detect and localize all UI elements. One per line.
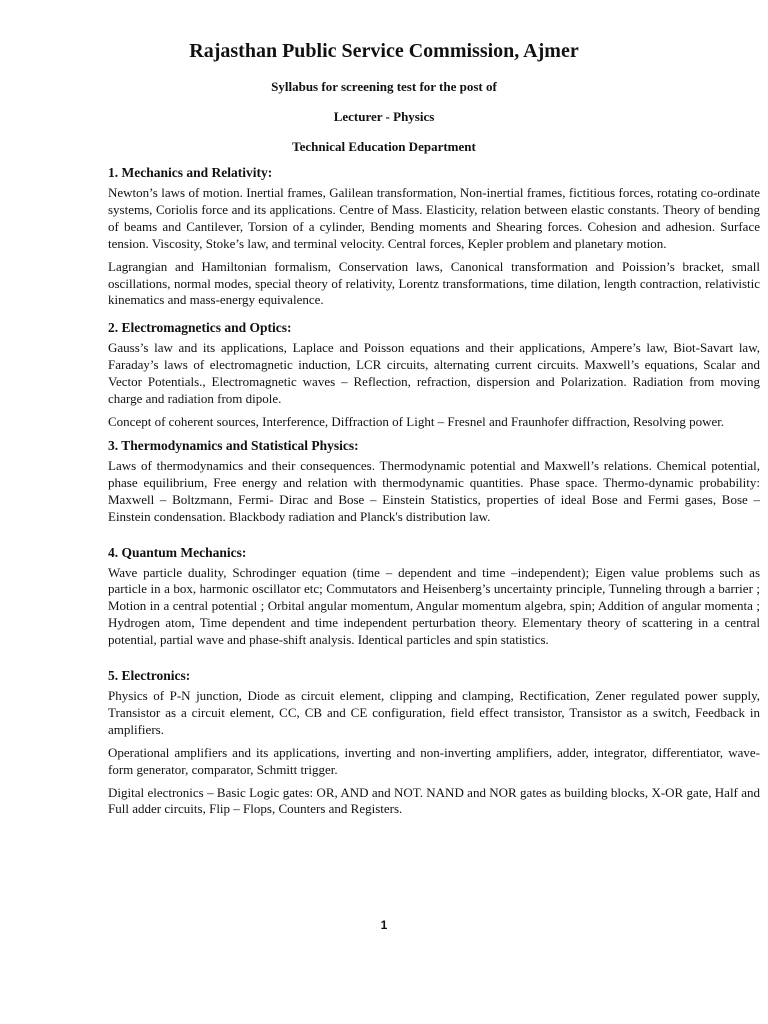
syllabus-subtitle: Syllabus for screening test for the post of bbox=[271, 79, 497, 94]
page-number: 1 bbox=[380, 918, 388, 932]
section-paragraph: Lagrangian and Hamiltonian formalism, Conservation laws, Canonical transformation and Poission’s bracket, small oscillations, normal modes, special theory of relativity, Lorentz transformations, time dilation, length contraction, relativistic kinematics and mass-energy equivalence. bbox=[108, 258, 760, 308]
syllabus-content bbox=[108, 164, 760, 824]
post-title: Lecturer - Physics bbox=[333, 109, 435, 124]
section-paragraph: Physics of P-N junction, Diode as circuit element, clipping and clamping, Rectification, Zener regulated power supply, Transistor as a circuit element, CC, CB and CE configuration, field effect transistor, Transistor as a switch, Feedback in amplifiers. bbox=[108, 688, 760, 737]
section-electromagnetics bbox=[108, 319, 760, 431]
document-title: Rajasthan Public Service Commission, Ajmer bbox=[189, 40, 579, 62]
section-paragraph: Digital electronics – Basic Logic gates: OR, AND and NOT. NAND and NOR gates as building blocks, X-OR gate, Half and Full adder circuits, Flip – Flops, Counters and Registers. bbox=[108, 784, 760, 817]
section-heading: 1. Mechanics and Relativity: bbox=[108, 165, 273, 180]
section-paragraph: Newton’s laws of motion. Inertial frames, Galilean transformation, Non-inertial frames, fictitious forces, rotating co-ordinate systems, Coriolis force and its applications. Centre of Mass. Elasticity, relation between elastic constants. Theory of bending of beams and Cantilever, Torsion of a cylinder, Bending moments and Shearing forces. Cohesion and adhesion. Surface tension. Viscosity, Stoke’s law, and terminal velocity. Central forces, Kepler problem and planetary motion. bbox=[108, 185, 760, 251]
section-paragraph: Laws of thermodynamics and their consequences. Thermodynamic potential and Maxwell’s relations. Chemical potential, phase equilibrium, Free energy and relation with thermodynamic quantities. Phase space. Thermo-dynamic probability: Maxwell – Boltzmann, Fermi- Dirac and Bose – Einstein Statistics, properties of ideal Bose and Fermi gases, Bose – Einstein condensation. Blackbody radiation and Planck's distribution law. bbox=[108, 457, 760, 524]
section-thermodynamics bbox=[108, 437, 760, 526]
section-quantum-mechanics bbox=[108, 544, 760, 650]
department-title: Technical Education Department bbox=[292, 139, 476, 154]
section-heading: 5. Electronics: bbox=[108, 668, 191, 684]
section-paragraph: Operational amplifiers and its applications, inverting and non-inverting amplifiers, adder, integrator, differentiator, wave-form generator, comparator, Schmitt trigger. bbox=[108, 744, 760, 777]
section-paragraph: Gauss’s law and its applications, Laplace and Poisson equations and their applications, Ampere’s law, Biot-Savart law, Faraday’s laws of electromagnetic induction, LCR circuits, alternating current circuits. Maxwell’s equations, Scalar and Vector Potentials., Electromagnetic waves – Reflection, refraction, dispersion and Polarization. Radiation from moving charge and radiation from dipole. bbox=[108, 340, 760, 407]
section-electronics bbox=[108, 667, 760, 818]
section-heading: 3. Thermodynamics and Statistical Physics: bbox=[108, 437, 359, 453]
section-heading: 4. Quantum Mechanics: bbox=[108, 544, 247, 560]
section-paragraph: Wave particle duality, Schrodinger equation (time – dependent and time –independent); Eigen value problems such as particle in a box, harmonic oscillator etc; Commutators and Heisenberg’s uncertainty principle, Tunneling through a barrier ; Motion in a central potential ; Orbital angular momentum, Angular momentum algebra, spin; Addition of angular momenta ; Hydrogen atom, Time dependent and time independent perturbation theory. Elementary theory of scattering in a central potential, partial wave and phase-shift analysis. Identical particles and spin statistics. bbox=[108, 564, 760, 648]
section-heading: 2. Electromagnetics and Optics: bbox=[108, 320, 292, 336]
section-paragraph: Concept of coherent sources, Interference, Diffraction of Light – Fresnel and Fraunhofer diffraction, Resolving power. bbox=[108, 413, 725, 429]
section-mechanics bbox=[108, 164, 760, 309]
